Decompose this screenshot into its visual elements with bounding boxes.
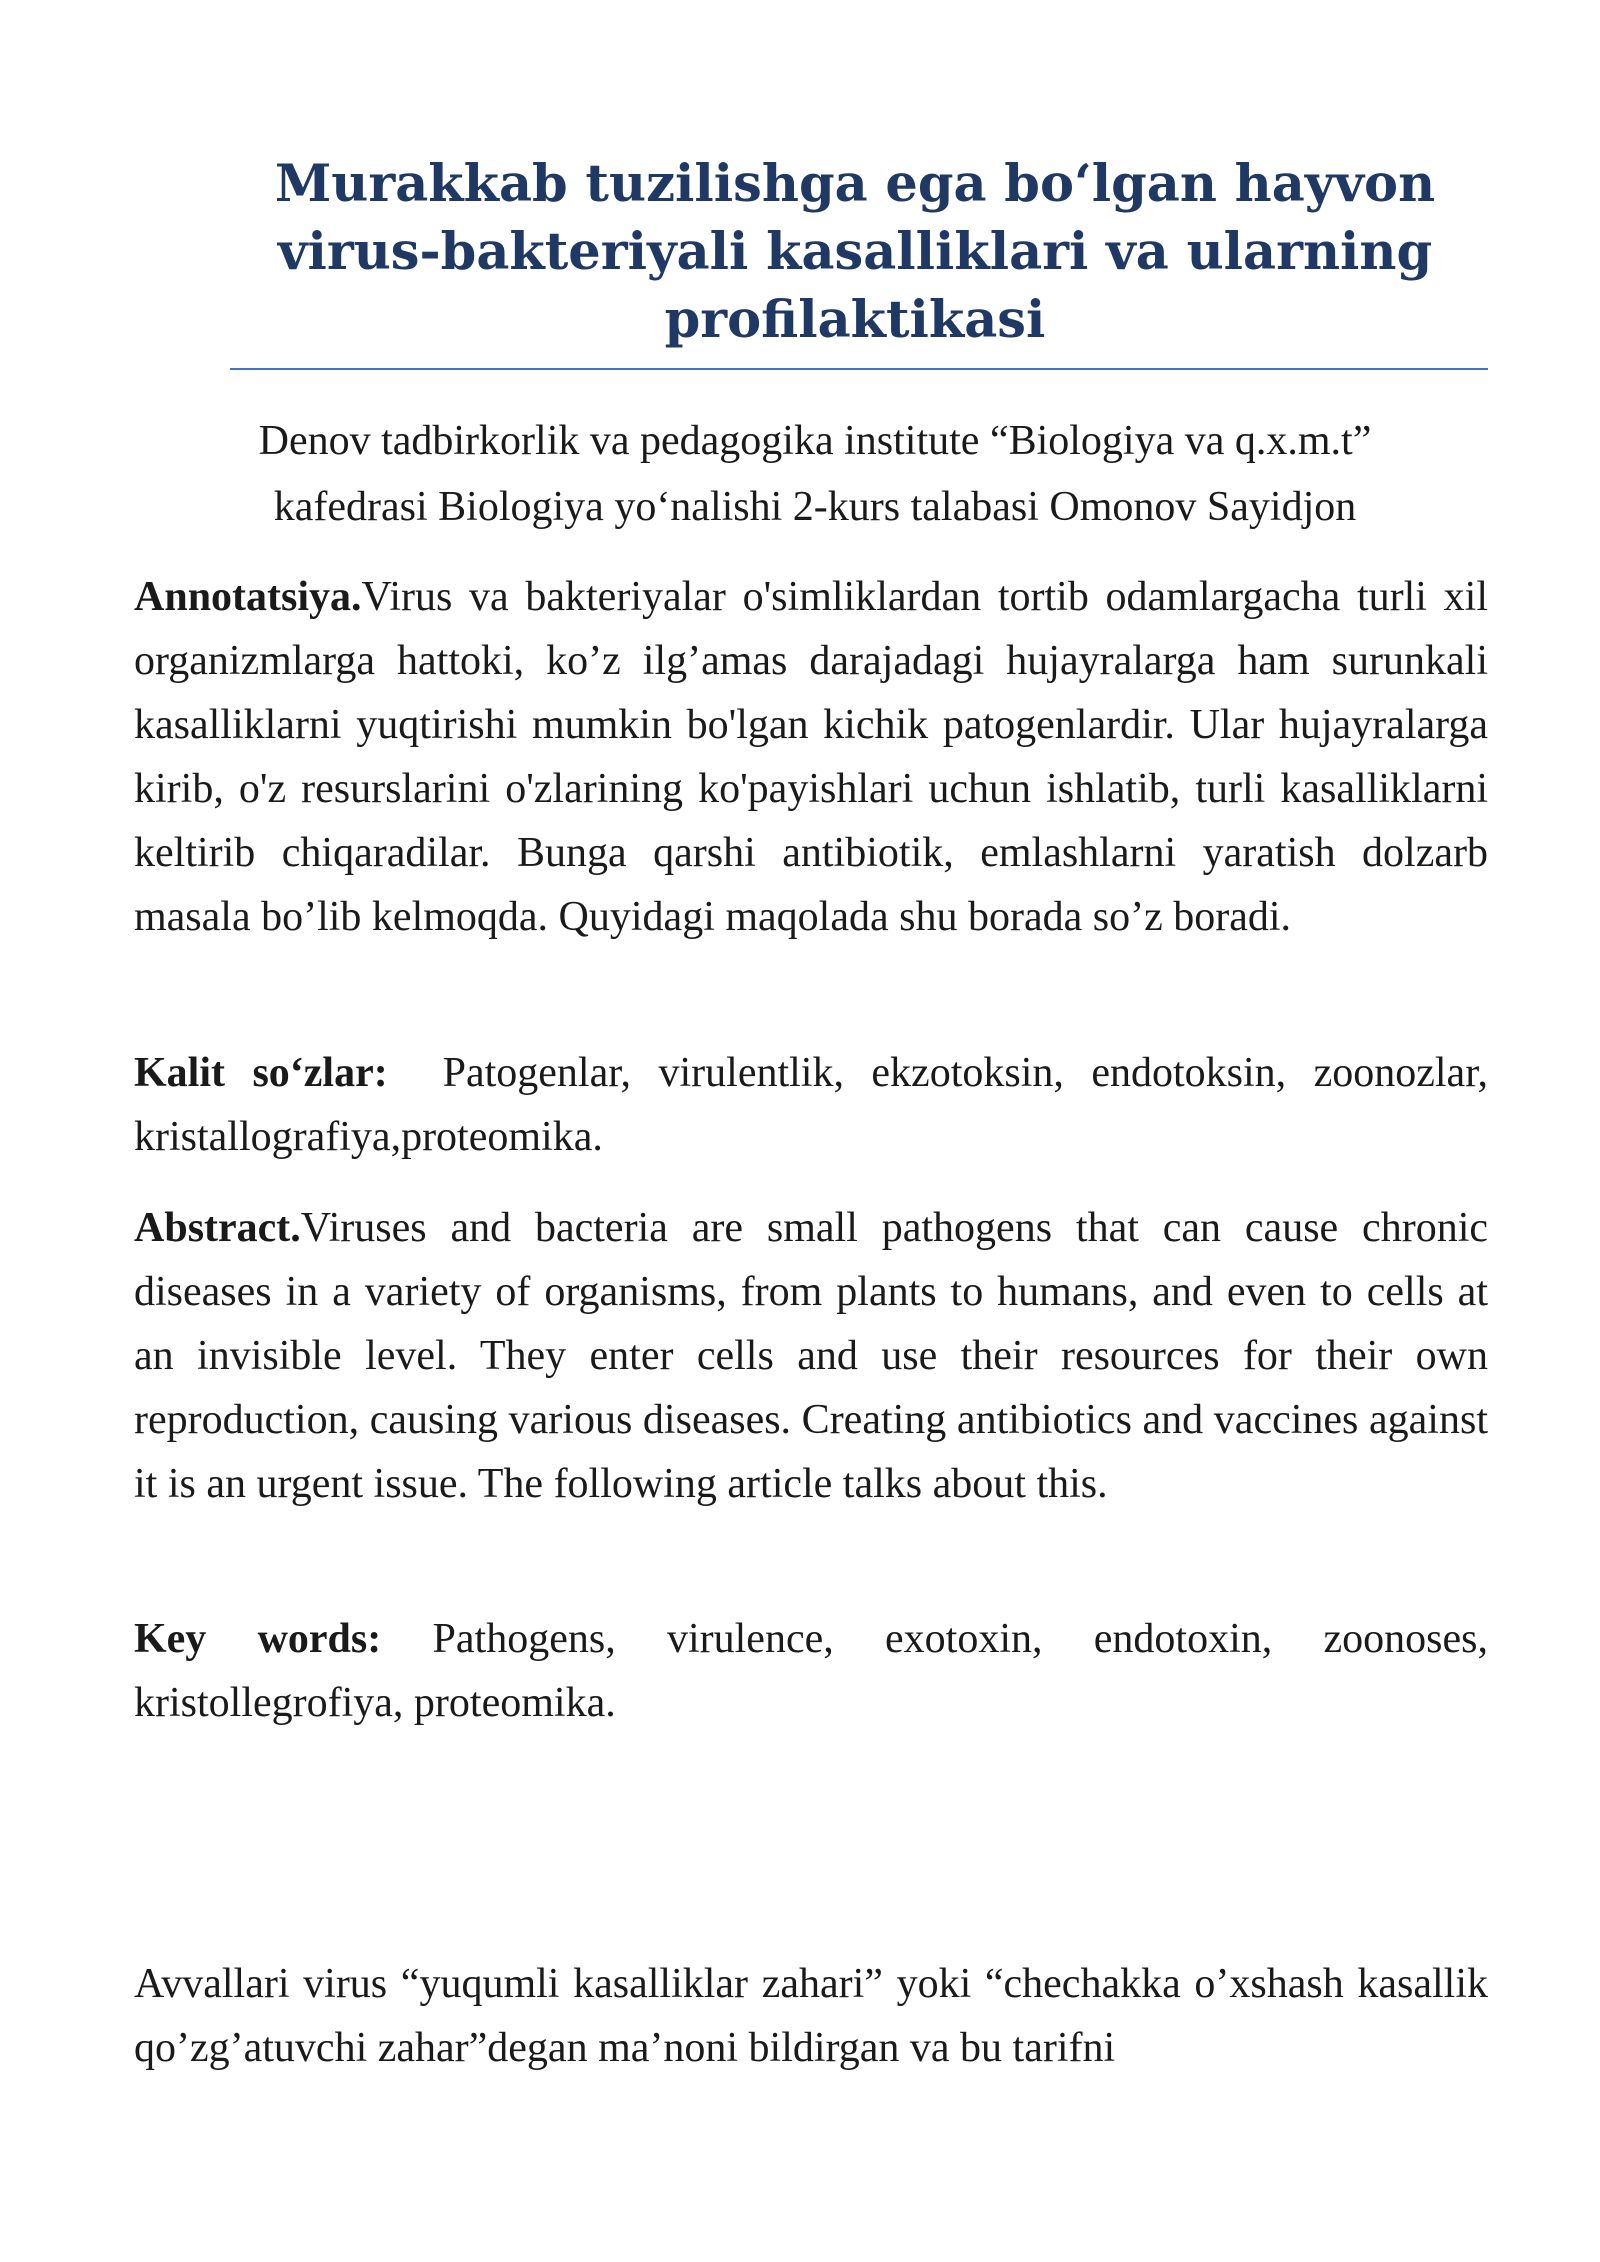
keywords-uz-label: Kalit so‘zlar: [134, 1050, 388, 1096]
keywords-uz-paragraph [134, 1041, 1499, 1169]
abstract-label: Abstract. [134, 1205, 301, 1251]
annotation-paragraph [134, 565, 1488, 949]
author-affiliation [130, 408, 1500, 540]
affiliation-line-2: kafedrasi Biologiya yo‘nalishi 2-kurs talabasi Omonov Sayidjon [273, 484, 1357, 530]
article-title: Murakkab tuzilishga ega bo‘lgan hayvon virus-bakteriyali kasalliklari va ularning profilaktikasi [274, 154, 1436, 350]
keywords-en-text: Pathogens, virulence, exotoxin, endotoxin, zoonoses, kristollegrofiya, proteomika. [134, 1616, 1488, 1726]
annotation-label: Annotatsiya. [134, 574, 362, 620]
keywords-uz-text: Patogenlar, virulentlik, ekzotoksin, endotoksin, zoonozlar, kristallografiya,proteomika. [134, 1050, 1499, 1160]
annotation-text: Virus va bakteriyalar o'simliklardan tortib odamlargacha turli xil organizmlarga hattoki, ko’z ilg’amas darajadagi hujayralarga ham surunkali kasalliklarni yuqtirishi mumkin bo'lgan kichik patogenlardir. Ular hujayralarga kirib, o'z resurslarini o'zlarining ko'payishlari uchun ishlatib, turli kasalliklarni keltirib chiqaradilar. Bunga qarshi antibiotik, emlashlarni yaratish dolzarb masala bo’lib kelmoqda. Quyidagi maqolada shu borada so’z boradi. [134, 574, 1488, 940]
body-paragraph: Avvallari virus “yuqumli kasalliklar zahari” yoki “chechakka o’xshash kasallik qo’zg’atuvchi zahar”degan ma’noni bildirgan va bu tarifni [134, 1961, 1488, 2071]
keywords-en-label: Key words: [134, 1616, 382, 1662]
title-divider [230, 368, 1488, 370]
affiliation-line-1: Denov tadbirkorlik va pedagogika institute “Biologiya va q.x.m.t” [258, 418, 1372, 464]
abstract-text: Viruses and bacteria are small pathogens that can cause chronic diseases in a variety of organisms, from plants to humans, and even to cells at an invisible level. They enter cells and use their resources for their own reproduction, causing various diseases. Creating antibiotics and vaccines against it is an urgent issue. The following article talks about this. [134, 1205, 1488, 1507]
keywords-en-paragraph [134, 1607, 1488, 1735]
abstract-paragraph [134, 1196, 1488, 1516]
